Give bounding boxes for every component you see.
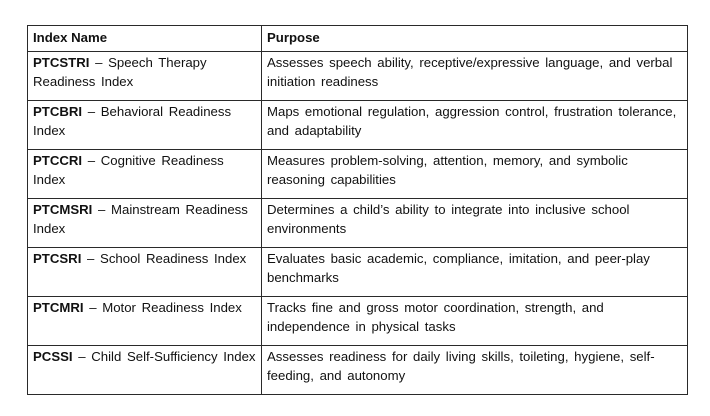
table-row [28,199,688,248]
index-code: PTCMSRI [33,202,93,217]
index-full-name: – School Readiness Index [81,251,247,266]
purpose-cell: Assesses speech ability, receptive/expressive language, and verbal initiation readiness [262,52,688,101]
index-full-name: – Mainstream Readiness Index [33,202,248,236]
index-code: PTCBRI [33,104,83,119]
index-full-name: – Motor Readiness Index [83,300,242,315]
index-code: PTCSTRI [33,55,90,70]
table-row [28,101,688,150]
table-row [28,248,688,297]
purpose-cell: Determines a child’s ability to integrate into inclusive school environments [262,199,688,248]
header-purpose: Purpose [262,26,688,52]
index-name-cell [28,101,262,150]
index-code: PTCMRI [33,300,84,315]
index-code: PTCCRI [33,153,83,168]
index-full-name: – Cognitive Readiness Index [33,153,224,187]
table-row [28,150,688,199]
purpose-cell: Evaluates basic academic, compliance, imitation, and peer-play benchmarks [262,248,688,297]
index-code: PTCSRI [33,251,82,266]
header-index-name: Index Name [28,26,262,52]
index-name-cell [28,52,262,101]
index-full-name: – Behavioral Readiness Index [33,104,232,138]
table-row [28,346,688,395]
index-name-cell [28,150,262,199]
purpose-cell: Maps emotional regulation, aggression control, frustration tolerance, and adaptability [262,101,688,150]
table-header-row [28,26,688,52]
purpose-cell: Assesses readiness for daily living skills, toileting, hygiene, self-feeding, and autonomy [262,346,688,395]
index-code: PCSSI [33,349,73,364]
purpose-cell: Tracks fine and gross motor coordination, strength, and independence in physical tasks [262,297,688,346]
purpose-cell: Measures problem-solving, attention, memory, and symbolic reasoning capabilities [262,150,688,199]
index-full-name: – Child Self-Sufficiency Index [72,349,256,364]
readiness-index-table [27,25,688,395]
index-name-cell [28,199,262,248]
index-name-cell [28,248,262,297]
table-row [28,52,688,101]
index-name-cell [28,346,262,395]
table-row [28,297,688,346]
index-name-cell [28,297,262,346]
index-full-name: – Speech Therapy Readiness Index [33,55,207,89]
